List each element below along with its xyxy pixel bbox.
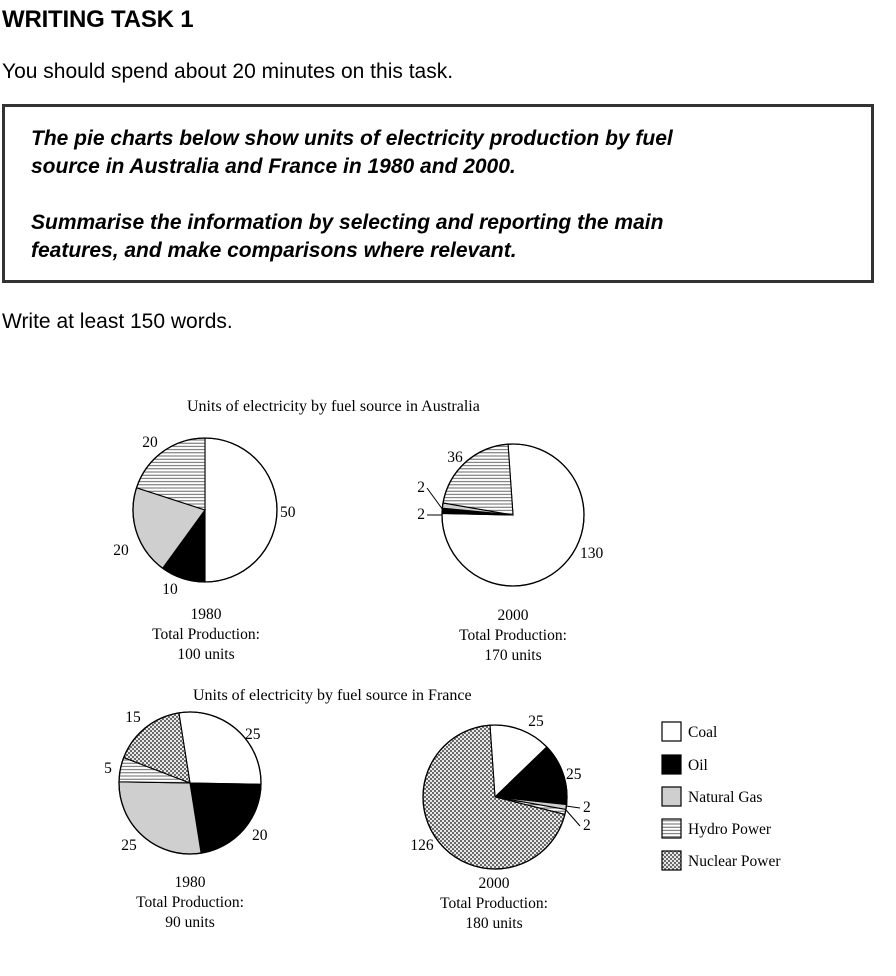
- data-label-france-1980-oil: 20: [252, 827, 268, 844]
- data-label-australia-1980-hydro-power: 20: [142, 434, 158, 451]
- pie-slice-australia-1980-coal: [205, 438, 277, 582]
- leader-line-france-2000-2: [566, 806, 580, 808]
- legend-swatch-coal: [662, 722, 681, 741]
- caption-year-france-1980: 1980: [174, 874, 206, 891]
- legend-label-coal: Coal: [688, 724, 718, 741]
- pie-slice-france-1980-oil: [190, 783, 261, 853]
- data-label-france-1980-natural-gas: 25: [121, 837, 137, 854]
- caption-total-value-france-1980: 90 units: [165, 914, 215, 931]
- legend-label-natural-gas: Natural Gas: [688, 789, 763, 806]
- legend-label-hydro-power: Hydro Power: [688, 821, 772, 838]
- pie-charts-figure: [0, 380, 896, 976]
- caption-total-label-france-2000: Total Production:: [440, 895, 548, 912]
- task-instruction: [31, 209, 831, 265]
- data-label-australia-1980-coal: 50: [280, 504, 296, 521]
- data-label-france-2000-hydro-power: 2: [583, 817, 591, 834]
- task-prompt-box: [2, 104, 874, 283]
- data-label-australia-1980-natural-gas: 20: [113, 542, 129, 559]
- data-label-france-2000-coal: 25: [528, 713, 544, 730]
- data-label-france-1980-nuclear-power: 15: [125, 709, 141, 726]
- caption-total-value-australia-1980: 100 units: [177, 646, 235, 663]
- data-label-australia-2000-natural-gas: 2: [417, 479, 425, 496]
- caption-total-value-france-2000: 180 units: [465, 915, 523, 932]
- caption-year-australia-1980: 1980: [190, 606, 222, 623]
- data-label-france-1980-coal: 25: [245, 726, 261, 743]
- legend-swatch-nuclear-power: [662, 851, 681, 870]
- data-label-france-2000-nuclear-power: 126: [410, 837, 434, 854]
- legend-swatch-oil: [662, 755, 681, 774]
- word-count-note: Write at least 150 words.: [2, 310, 233, 333]
- legend-label-nuclear-power: Nuclear Power: [688, 853, 781, 870]
- task-prompt: [31, 125, 831, 181]
- caption-total-label-france-1980: Total Production:: [136, 894, 244, 911]
- time-note: You should spend about 20 minutes on this task.: [2, 60, 454, 83]
- caption-total-label-australia-2000: Total Production:: [459, 627, 567, 644]
- france-section-title: Units of electricity by fuel source in France: [193, 687, 472, 704]
- data-label-australia-2000-hydro-power: 36: [447, 449, 463, 466]
- task-prompt-line-1: The pie charts below show units of electricity production by fuel: [31, 127, 673, 150]
- pie-france-1980: [104, 709, 268, 854]
- data-label-australia-2000-coal: 130: [580, 545, 604, 562]
- legend-label-oil: Oil: [688, 757, 708, 774]
- pie-australia-2000: [417, 444, 603, 586]
- caption-year-australia-2000: 2000: [497, 607, 529, 624]
- pie-france-2000: [410, 713, 590, 869]
- leader-line-france-2000-3: [566, 810, 580, 826]
- task-prompt-line-2: source in Australia and France in 1980 and 2000.: [31, 155, 516, 178]
- data-label-france-2000-natural-gas: 2: [583, 799, 591, 816]
- data-label-australia-1980-oil: 10: [162, 581, 178, 598]
- data-label-france-1980-hydro-power: 5: [104, 760, 112, 777]
- data-label-australia-2000-oil: 2: [417, 506, 425, 523]
- pie-australia-1980: [113, 434, 296, 598]
- legend: [662, 722, 781, 870]
- data-label-france-2000-oil: 25: [566, 766, 582, 783]
- legend-swatch-hydro-power: [662, 819, 681, 838]
- caption-total-value-australia-2000: 170 units: [484, 647, 542, 664]
- caption-year-france-2000: 2000: [478, 875, 510, 892]
- task-instruction-line-2: features, and make comparisons where relevant.: [31, 239, 517, 262]
- leader-line-australia-2000-2: [427, 488, 443, 510]
- pie-slice-france-1980-coal: [179, 712, 261, 784]
- legend-swatch-natural-gas: [662, 787, 681, 806]
- caption-total-label-australia-1980: Total Production:: [152, 626, 260, 643]
- task-heading: WRITING TASK 1: [2, 6, 194, 33]
- task-instruction-line-1: Summarise the information by selecting and reporting the main: [31, 211, 664, 234]
- australia-section-title: Units of electricity by fuel source in Australia: [187, 398, 480, 415]
